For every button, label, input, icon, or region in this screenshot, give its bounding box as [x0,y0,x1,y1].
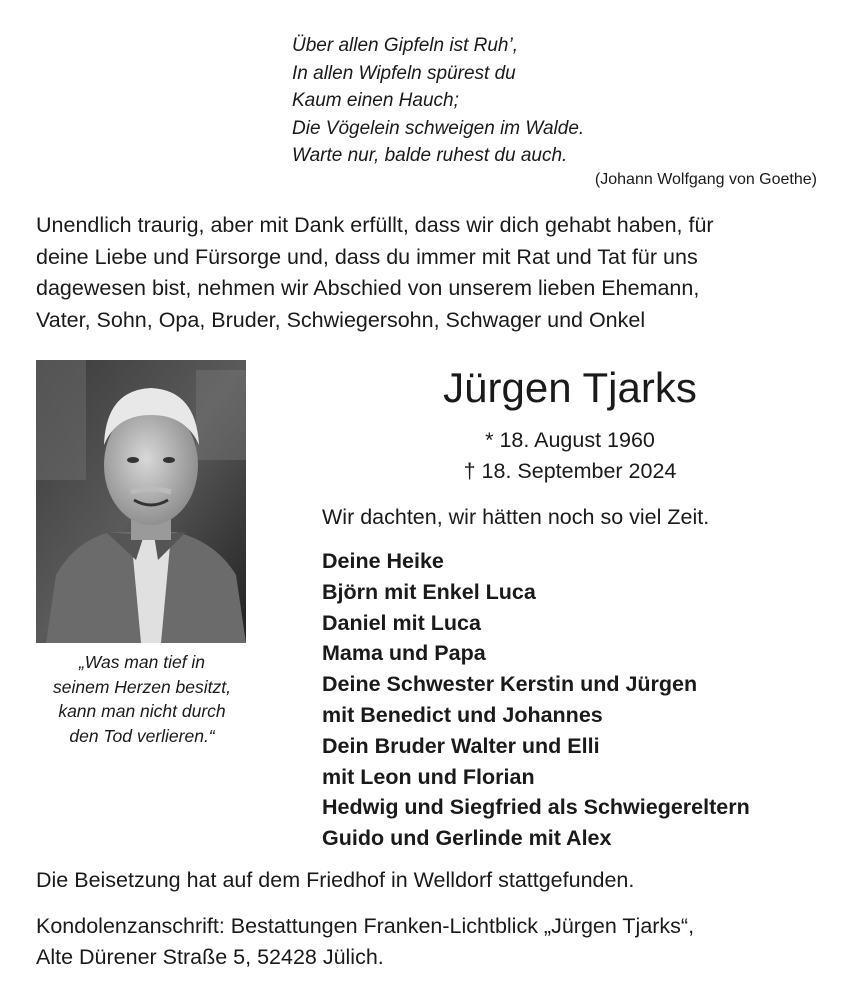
mourner: Guido und Gerlinde mit Alex [322,826,612,851]
quote-line: den Tod verlieren.“ [69,725,215,746]
poem-line: In allen Wipfeln spürest du [292,62,516,84]
mourner: Mama und Papa [322,641,486,666]
deceased-name: Jürgen Tjarks [443,364,697,411]
intro-line: Vater, Sohn, Opa, Bruder, Schwiegersohn, Schwager und Onkel [36,307,646,332]
mourner: Dein Bruder Walter und Elli [322,733,600,758]
motto: Wir dachten, wir hätten noch so viel Zeit. [322,505,710,529]
address-line: Alte Dürener Straße 5, 52428 Jülich. [36,945,384,969]
address-line: Kondolenzanschrift: Bestattungen Franken-Lichtblick „Jürgen Tjarks“, [36,914,695,938]
poem-line: Über allen Gipfeln ist Ruh’, [292,35,518,56]
photo-quote [26,650,258,748]
mourner: mit Benedict und Johannes [322,702,603,727]
death-date: † 18. September 2024 [463,458,677,483]
quote-line: seinem Herzen besitzt, [53,676,231,697]
quote-line: kann man nicht durch [58,701,226,721]
mourner: Björn mit Enkel Luca [322,579,536,604]
intro-line: deine Liebe und Fürsorge und, dass du immer mit Rat und Tat für uns [36,244,698,269]
intro-text [36,210,826,336]
poem-author: (Johann Wolfgang von Goethe) [594,171,817,188]
condolence-address [36,911,694,973]
poem-line: Kaum einen Hauch; [292,90,459,111]
poem [292,32,584,170]
quote-line: „Was man tief in [78,652,206,672]
burial-note: Die Beisetzung hat auf dem Friedhof in Welldorf stattgefunden. [36,868,635,892]
mourner: Daniel mit Luca [322,610,481,635]
mourner: Deine Schwester Kerstin und Jürgen [322,672,698,697]
portrait-icon [36,360,246,643]
poem-line: Warte nur, balde ruhest du auch. [292,145,568,166]
mourners-list [322,546,750,854]
life-dates [340,425,800,486]
poem-line: Die Vögelein schweigen im Walde. [292,117,585,139]
intro-line: Unendlich traurig, aber mit Dank erfüllt, dass wir dich gehabt haben, für [36,213,714,237]
mourner: Deine Heike [322,549,444,573]
portrait-photo [36,360,246,643]
birth-date: * 18. August 1960 [485,428,655,452]
mourner: Hedwig und Siegfried als Schwiegereltern [322,795,750,820]
mourner: mit Leon und Florian [322,764,535,789]
intro-line: dagewesen bist, nehmen wir Abschied von unserem lieben Ehemann, [36,276,700,300]
